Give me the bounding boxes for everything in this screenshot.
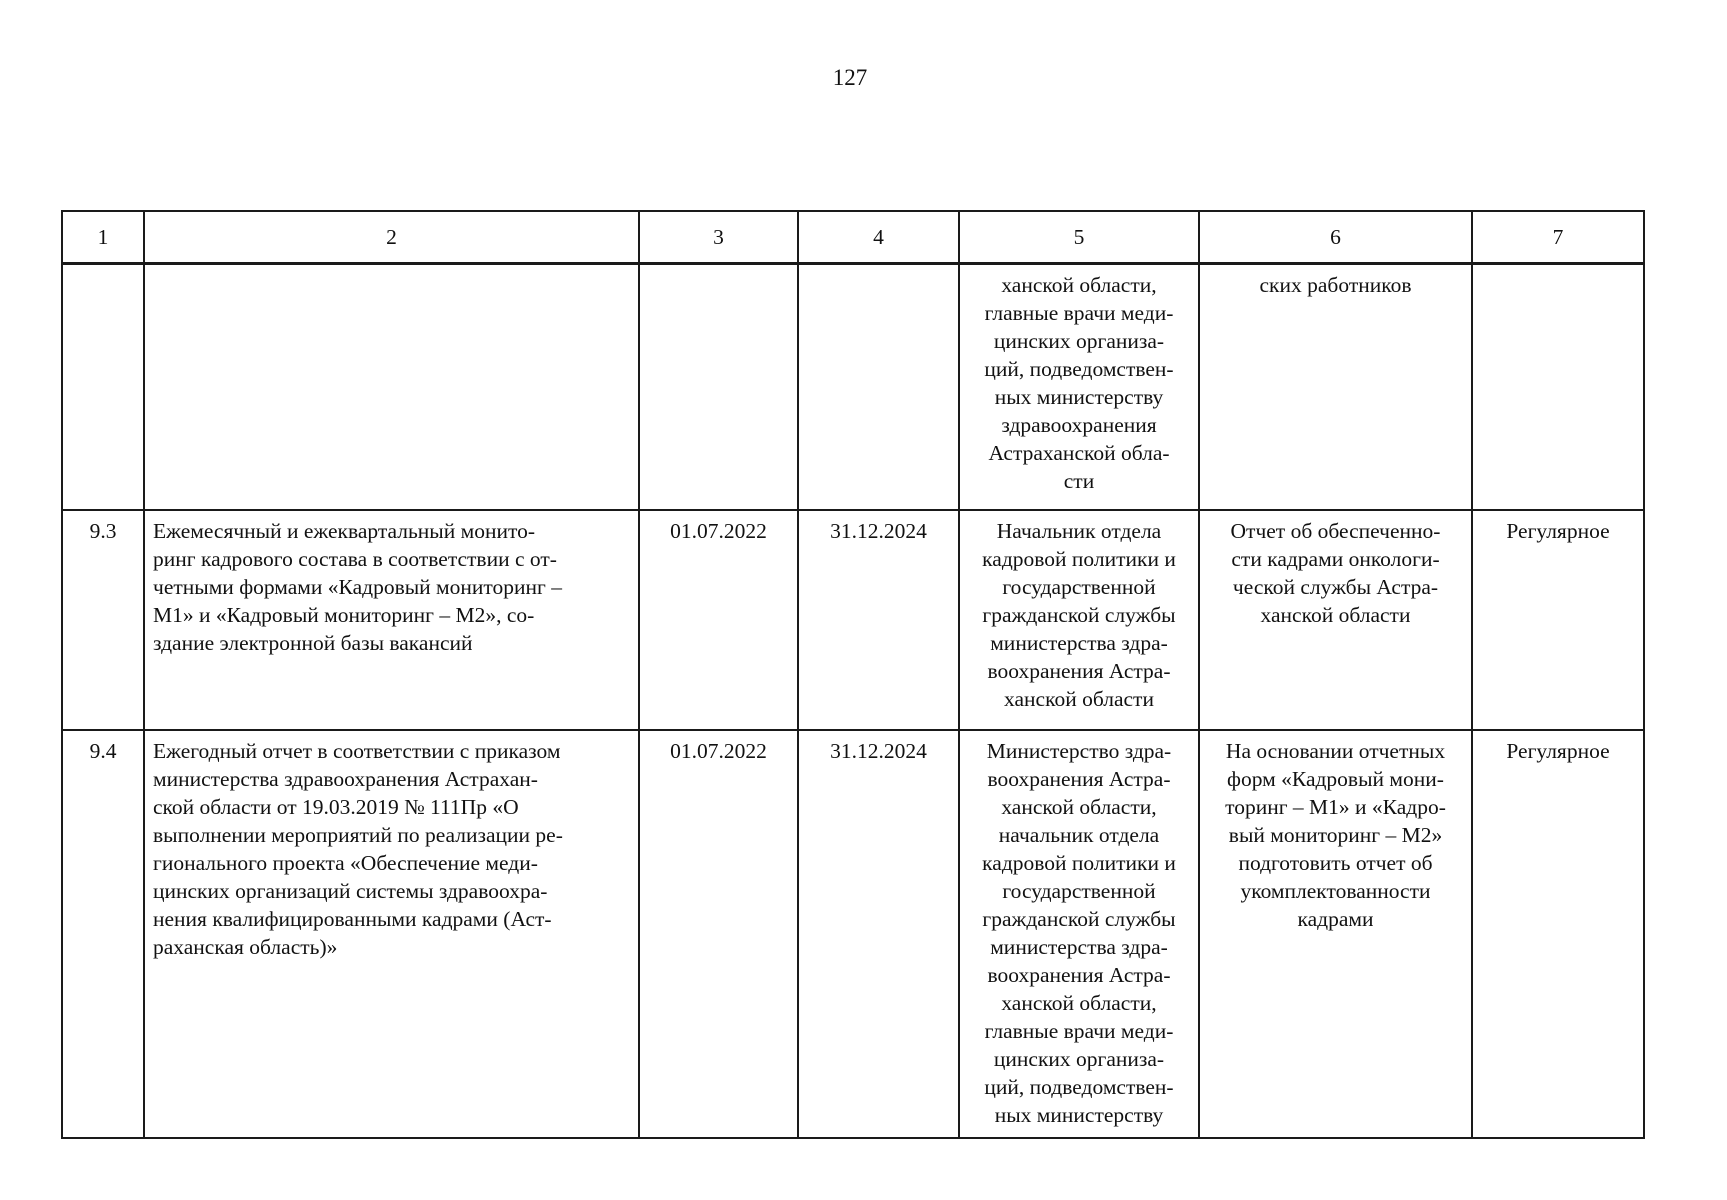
page-number: 127 [832,65,868,90]
start-date: 01.07.2022 [670,739,767,763]
expected-result: На основании отчетных форм «Кадровый мони- торинг – М1» и «Кадро- вый мониторинг – М2» подготовить отчет об укомплектованности кадрами [1225,739,1446,931]
table-header-row [62,211,1644,264]
responsible-party: Министерство здра- воохранения Астра- ханской области, начальник отдела кадровой политики и государственной гражданской службы министерства здра- воохранения Астра- ханской области, главные врачи меди- цинских организа- ций, подведомствен- ных министерству [982,739,1176,1127]
responsible-party: ханской области, главные врачи меди- цинских организа- ций, подведомствен- ных министерству здравоохранения Астраханской обла- сти [984,273,1174,493]
column-header: 5 [959,211,1199,264]
column-header: 7 [1472,211,1644,264]
table-row [62,510,1644,730]
plan-table [61,210,1645,1139]
activity-description: Ежегодный отчет в соответствии с приказом министерства здравоохранения Астрахан- ской области от 19.03.2019 № 111Пр «О выполнении мероприятий по реализации ре- гионального проекта «Обеспечение меди- цинских организаций системы здравоохра- нения квалифицированными кадрами (Аст- раханская область)» [153,739,563,959]
row-number: 9.4 [89,739,117,763]
column-header: 6 [1199,211,1472,264]
table-row [62,264,1644,511]
column-header: 4 [798,211,959,264]
activity-description: Ежемесячный и ежеквартальный монито- ринг кадрового состава в соответствии с от- четными формами «Кадровый мониторинг – М1» и «Кадровый мониторинг – М2», со- здание электронной базы вакансий [153,519,562,655]
end-date: 31.12.2024 [830,519,927,543]
start-date: 01.07.2022 [670,519,767,543]
expected-result: Отчет об обеспеченно- сти кадрами онкологи- ческой службы Астра- ханской области [1230,519,1441,627]
activity-type: Регулярное [1506,739,1610,763]
expected-result: ских работников [1259,273,1412,297]
row-number: 9.3 [89,519,117,543]
column-header: 1 [62,211,144,264]
column-header: 2 [144,211,639,264]
activity-type: Регулярное [1506,519,1610,543]
end-date: 31.12.2024 [830,739,927,763]
column-header: 3 [639,211,798,264]
responsible-party: Начальник отдела кадровой политики и государственной гражданской службы министерства здра- воохранения Астра- ханской области [982,519,1176,711]
table-row [62,730,1644,1138]
